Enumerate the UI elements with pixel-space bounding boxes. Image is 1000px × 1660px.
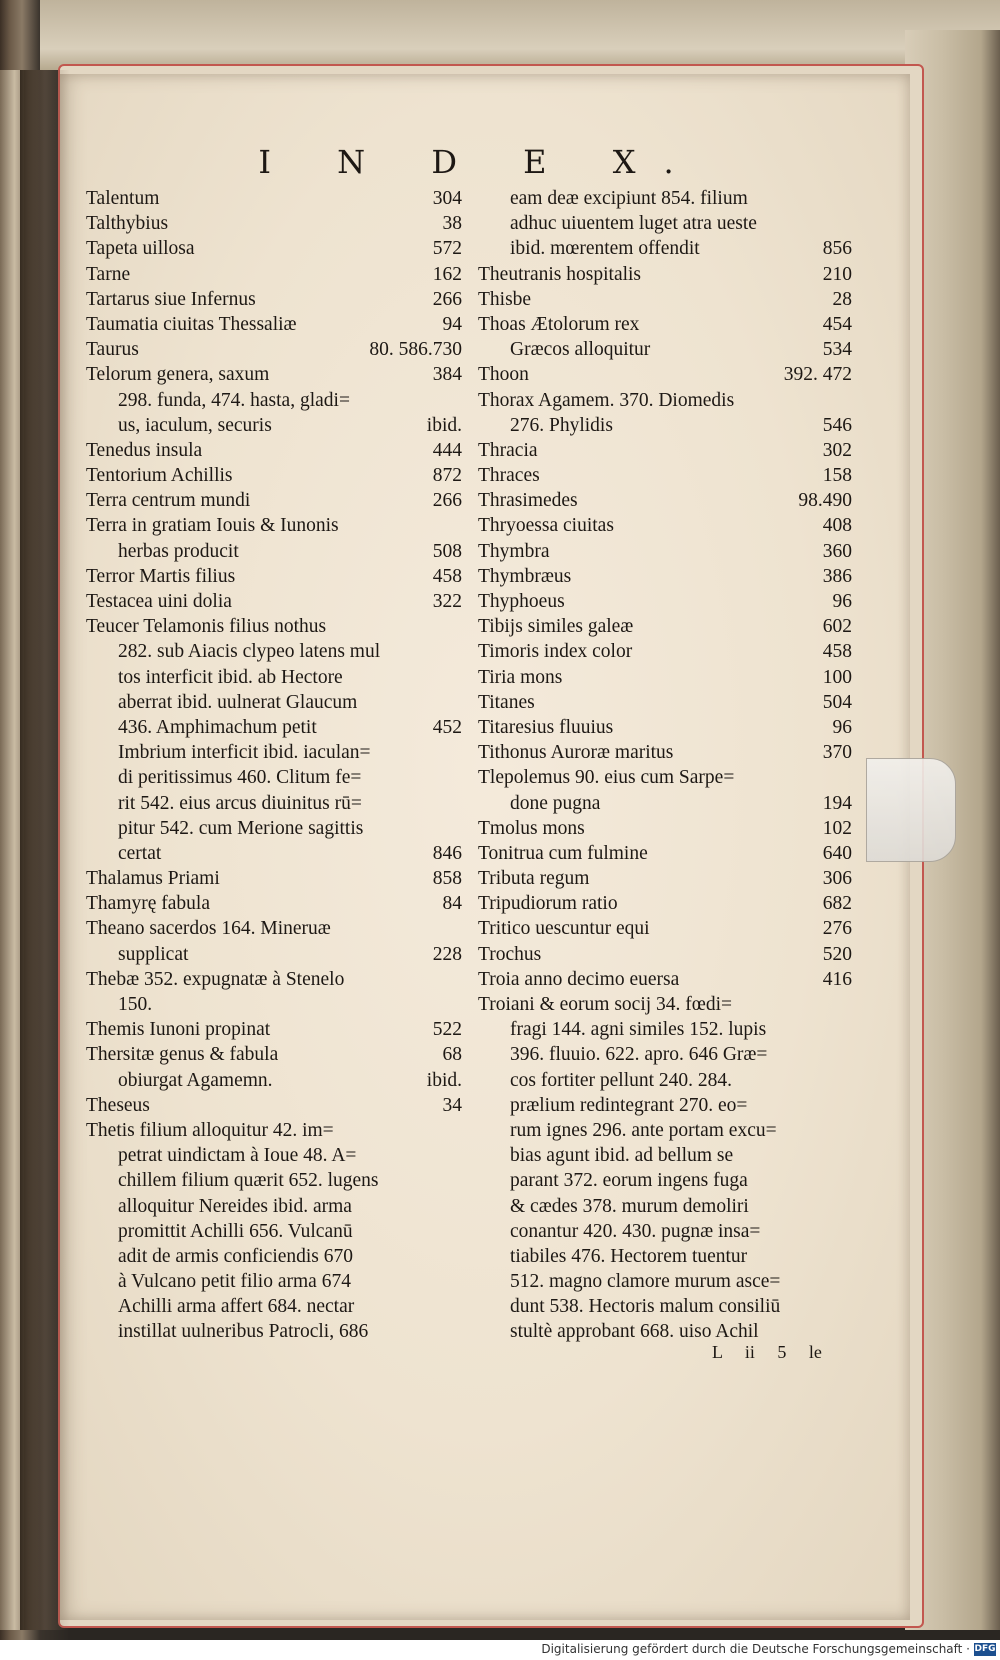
index-entry-page: 96 [832, 591, 852, 612]
index-entry [478, 564, 852, 589]
index-entry-text: Theano sacerdos 164. Mineruæ [86, 918, 331, 940]
index-entry-text: Thersitæ genus & fabula [86, 1044, 279, 1066]
index-entry [478, 639, 852, 664]
page-clip-tab [866, 758, 956, 862]
index-entry [478, 816, 852, 841]
index-entry [478, 413, 852, 438]
index-entry-text: Thoon [478, 364, 529, 386]
index-entry-text: Tonitrua cum fulmine [478, 842, 648, 864]
index-entry-text: 150. [118, 994, 153, 1015]
index-entry [478, 916, 852, 941]
index-entry-text: us, iaculum, securis [118, 414, 272, 436]
index-entry [478, 262, 852, 287]
index-entry-text: Thoas Ætolorum rex [478, 313, 640, 335]
index-entry-text: adhuc uiuentem luget atra ueste [510, 213, 757, 235]
index-entry [478, 891, 852, 916]
index-entry [86, 1219, 462, 1244]
index-entry [86, 866, 462, 891]
index-entry [478, 690, 852, 715]
index-entry [478, 186, 852, 211]
index-entry-text: alloquitur Nereides ibid. arma [118, 1195, 352, 1217]
index-entry-text: certat [118, 842, 162, 864]
index-entry [478, 866, 852, 891]
index-entry-text: 276. Phylidis [510, 414, 613, 436]
index-entry-page: 504 [822, 691, 852, 713]
index-entry-page: 522 [432, 1019, 462, 1041]
index-entry [86, 1319, 462, 1344]
footer-bar [0, 1640, 1000, 1660]
index-entry-text: Taumatia ciuitas Thessaliæ [86, 313, 297, 335]
index-entry [86, 287, 462, 312]
index-entry-text: Imbrium interficit ibid. iaculan= [118, 742, 371, 764]
index-entry [478, 1319, 852, 1344]
index-entry-text: pitur 542. cum Merione sagittis [118, 817, 364, 839]
index-entry-text: Tapeta uillosa [86, 238, 195, 260]
index-entry-text: conantur 420. 430. pugnæ insa= [510, 1220, 761, 1242]
catchline [712, 1342, 822, 1363]
index-entry-page: 98.490 [798, 490, 852, 512]
index-entry [478, 765, 852, 790]
index-entry-text: Tlepolemus 90. eius cum Sarpe= [478, 767, 735, 789]
index-entry-text: dunt 538. Hectoris malum consiliū [510, 1296, 781, 1318]
index-entry-text: done pugna [510, 792, 601, 814]
index-entry-text: Telorum genera, saxum [86, 364, 270, 386]
index-entry-page: 384 [432, 364, 462, 386]
index-entry [478, 1068, 852, 1093]
index-entry-text: Tithonus Auroræ maritus [478, 742, 674, 764]
index-entry [478, 312, 852, 337]
index-entry-text: bias agunt ibid. ad bellum se [510, 1145, 734, 1167]
index-entry-text: Tentorium Achillis [86, 465, 233, 487]
catchword: le [808, 1342, 822, 1362]
index-entry-text: cos fortiter pellunt 240. 284. [510, 1069, 733, 1091]
index-entry-text: petrat uindictam à Ioue 48. A= [118, 1145, 357, 1167]
index-entry-page: 872 [432, 465, 462, 487]
index-entry-text: Teucer Telamonis filius nothus [86, 616, 327, 638]
index-entry-text: stultè approbant 668. uiso Achil [510, 1321, 759, 1343]
index-entry-page: 84 [442, 893, 462, 915]
index-entry-text: Talentum [86, 188, 160, 209]
index-entry-page: 444 [432, 439, 462, 461]
index-entry-text: Tributa regum [478, 868, 590, 890]
index-entry-text: Tenedus insula [86, 439, 203, 461]
index-entry [478, 287, 852, 312]
index-entry-page: 302 [822, 439, 852, 461]
index-entry [86, 1244, 462, 1269]
index-entry [86, 312, 462, 337]
index-entry-text: Troia anno decimo euersa [478, 968, 680, 990]
index-entry-page: 360 [822, 540, 852, 562]
index-entry-page: 80. 586.730 [369, 339, 462, 361]
index-entry-page: 210 [822, 263, 852, 285]
index-entry [86, 337, 462, 362]
index-entry-page: 158 [822, 465, 852, 487]
index-entry-page: 100 [822, 666, 852, 688]
index-entry [478, 1118, 852, 1143]
index-entry [478, 337, 852, 362]
index-entry [86, 564, 462, 589]
index-entry [478, 967, 852, 992]
index-entry-text: parant 372. eorum ingens fuga [510, 1170, 748, 1192]
index-entry [478, 388, 852, 413]
index-entry [86, 791, 462, 816]
index-entry [86, 1269, 462, 1294]
index-entry-text: di peritissimus 460. Clitum fe= [118, 767, 362, 789]
index-entry-page: 28 [832, 288, 852, 310]
index-entry-page: 304 [432, 188, 462, 209]
index-entry [478, 1244, 852, 1269]
book-gutter [20, 70, 70, 1630]
index-entry [478, 1269, 852, 1294]
index-entry-text: Thorax Agamem. 370. Diomedis [478, 389, 735, 411]
index-entry-page: 102 [822, 817, 852, 839]
index-entry-page: 68 [442, 1044, 462, 1066]
page-heading: I N D E X. [258, 143, 702, 181]
index-entry-text: Themis Iunoni propinat [86, 1019, 271, 1041]
index-entry [86, 1068, 462, 1093]
index-entry [478, 539, 852, 564]
index-entry-text: Thymbræus [478, 565, 572, 587]
index-entry [86, 262, 462, 287]
index-entry-text: Terror Martis filius [86, 565, 236, 587]
index-entry-text: Achilli arma affert 684. nectar [118, 1296, 355, 1318]
index-entry-text: Taurus [86, 339, 139, 361]
index-entry-page: 602 [822, 616, 852, 638]
index-entry [86, 639, 462, 664]
index-entry [478, 614, 852, 639]
index-entry [86, 236, 462, 261]
index-entry-page: 96 [832, 716, 852, 738]
index-column-right [478, 186, 852, 1345]
index-entry-text: 436. Amphimachum petit [118, 716, 317, 738]
index-entry-text: adit de armis conficiendis 670 [118, 1245, 354, 1267]
index-entry-page: 408 [822, 515, 852, 537]
index-entry [86, 1017, 462, 1042]
index-entry-page: 640 [822, 842, 852, 864]
index-entry [478, 438, 852, 463]
index-entry-text: Trochus [478, 943, 542, 965]
index-entry-text: prælium redintegrant 270. eo= [510, 1094, 748, 1116]
index-entry [86, 740, 462, 765]
index-entry-page: 94 [442, 313, 462, 335]
index-entry [478, 715, 852, 740]
index-entry-page: 458 [432, 565, 462, 587]
index-entry [86, 715, 462, 740]
index-entry-text: Thracia [478, 439, 538, 461]
index-entry [478, 362, 852, 387]
index-entry-text: tos interficit ibid. ab Hectore [118, 666, 343, 688]
index-entry-text: Tripudiorum ratio [478, 893, 618, 915]
index-entry [478, 211, 852, 236]
index-entry-page: 34 [442, 1094, 462, 1116]
index-entry [86, 463, 462, 488]
index-entry-text: Titanes [478, 691, 535, 713]
index-column-left [86, 186, 462, 1345]
index-entry-text: Thraces [478, 465, 540, 487]
index-entry [86, 211, 462, 236]
index-entry-text: Tibijs similes galeæ [478, 616, 634, 638]
index-entry-page: 858 [432, 868, 462, 890]
index-entry [86, 891, 462, 916]
index-entry-page: 162 [432, 263, 462, 285]
index-entry-text: aberrat ibid. uulnerat Glaucum [118, 691, 358, 713]
index-entry-page: ibid. [426, 1069, 462, 1091]
index-entry-text: & cædes 378. murum demoliri [510, 1195, 749, 1217]
index-entry-page: 266 [432, 288, 462, 310]
index-entry-text: fragi 144. agni similes 152. lupis [510, 1019, 767, 1041]
index-entry [478, 488, 852, 513]
index-entry [86, 488, 462, 513]
index-entry-page: 194 [822, 792, 852, 814]
index-entry [86, 388, 462, 413]
index-entry [86, 841, 462, 866]
index-entry [478, 1143, 852, 1168]
index-entry-text: Tarne [86, 263, 131, 285]
index-entry-text: Tritico uescuntur equi [478, 918, 650, 940]
index-entry [86, 1118, 462, 1143]
index-entry-page: 276 [822, 918, 852, 940]
signature-number: 5 [777, 1342, 787, 1362]
index-entry-page: 846 [432, 842, 462, 864]
index-entry-page: 38 [442, 213, 462, 235]
index-entry-page: 682 [822, 893, 852, 915]
index-entry [478, 1168, 852, 1193]
index-entry-page: 370 [822, 742, 852, 764]
index-entry-text: Tmolus mons [478, 817, 585, 839]
index-entry-text: Testacea uini dolia [86, 591, 232, 612]
index-entry-page: 452 [432, 716, 462, 738]
index-entry-page: 322 [432, 591, 462, 612]
index-entry [86, 1042, 462, 1067]
footer-credit: Digitalisierung gefördert durch die Deutsche Forschungsgemeinschaft · [541, 1642, 970, 1656]
index-entry [86, 1168, 462, 1193]
index-entry-page: 392. 472 [783, 364, 852, 386]
index-entry [478, 841, 852, 866]
index-entry-text: Tartarus siue Infernus [86, 288, 256, 310]
index-entry [478, 513, 852, 538]
index-entry [86, 816, 462, 841]
index-entry-text: instillat uulneribus Patrocli, 686 [118, 1321, 369, 1343]
index-entry [86, 539, 462, 564]
index-entry-text: Terra centrum mundi [86, 490, 251, 512]
index-entry [86, 916, 462, 941]
index-entry [478, 791, 852, 816]
index-entry-text: Theseus [86, 1094, 150, 1116]
index-entry-page: 266 [432, 490, 462, 512]
index-entry-text: Talthybius [86, 213, 169, 235]
index-entry-text: Thrasimedes [478, 490, 578, 512]
index-entry-text: obiurgat Agamemn. [118, 1069, 273, 1091]
index-entry-page: 454 [822, 313, 852, 335]
index-entry [86, 186, 462, 211]
index-entry [478, 1194, 852, 1219]
index-entry [86, 513, 462, 538]
index-entry-text: Græcos alloquitur [510, 339, 651, 361]
index-entry-text: Thryoessa ciuitas [478, 515, 614, 537]
index-entry-text: à Vulcano petit filio arma 674 [118, 1271, 351, 1293]
index-entry-page: 416 [822, 968, 852, 990]
signature-mark: L ii [712, 1342, 755, 1362]
index-entry-text: Thyphoeus [478, 591, 565, 612]
index-entry [86, 1294, 462, 1319]
index-entry [86, 1093, 462, 1118]
index-entry-text: promittit Achilli 656. Vulcanū [118, 1220, 353, 1242]
index-entry [86, 765, 462, 790]
index-entry [478, 740, 852, 765]
index-entry-page: 228 [432, 943, 462, 965]
index-entry [86, 992, 462, 1017]
index-entry [86, 589, 462, 614]
index-entry-page: 386 [822, 565, 852, 587]
index-entry-text: Timoris index color [478, 641, 633, 663]
index-entry [86, 1194, 462, 1219]
index-entry [478, 992, 852, 1017]
index-entry-text: supplicat [118, 943, 189, 965]
index-entry [478, 1017, 852, 1042]
index-entry [478, 1093, 852, 1118]
index-entry-text: tiabiles 476. Hectorem tuentur [510, 1245, 748, 1267]
index-entry [86, 413, 462, 438]
index-entry [86, 942, 462, 967]
index-entry-text: Thamyrę fabula [86, 893, 210, 915]
index-entry [86, 438, 462, 463]
index-entry-page: 508 [432, 540, 462, 562]
index-entry-page: 546 [822, 414, 852, 436]
index-entry [86, 614, 462, 639]
index-entry-text: 512. magno clamore murum asce= [510, 1271, 781, 1293]
index-entry-text: Tiria mons [478, 666, 563, 688]
index-entry [478, 1294, 852, 1319]
index-entry [478, 463, 852, 488]
index-entry [86, 690, 462, 715]
index-entry-page: 306 [822, 868, 852, 890]
index-entry-page: 572 [432, 238, 462, 260]
index-entry [86, 665, 462, 690]
index-entry-page: 520 [822, 943, 852, 965]
index-entry [86, 967, 462, 992]
index-entry-text: herbas producit [118, 540, 239, 562]
index-entry-text: 282. sub Aiacis clypeo latens mul [118, 641, 381, 663]
index-entry [478, 589, 852, 614]
index-entry [478, 1219, 852, 1244]
index-entry-page: 458 [822, 641, 852, 663]
index-entry-text: chillem filium quærit 652. lugens [118, 1170, 379, 1192]
index-entry-text: rit 542. eius arcus diuinitus rū= [118, 792, 362, 814]
index-entry-text: Troiani & eorum socij 34. fœdi= [478, 994, 733, 1015]
index-entry-text: Titaresius fluuius [478, 716, 614, 738]
index-entry-page: 534 [822, 339, 852, 361]
index-entry-page: 856 [822, 238, 852, 260]
index-entry-text: 396. fluuio. 622. apro. 646 Græ= [510, 1044, 768, 1066]
index-entry-text: Thisbe [478, 288, 532, 310]
index-entry [478, 665, 852, 690]
index-entry-text: Terra in gratiam Iouis & Iunonis [86, 515, 339, 537]
index-entry [478, 1042, 852, 1067]
index-entry-text: eam deæ excipiunt 854. filium [510, 188, 748, 209]
index-entry [478, 236, 852, 261]
index-entry-text: ibid. mœrentem offendit [510, 238, 700, 260]
index-entry [86, 362, 462, 387]
index-entry-text: rum ignes 296. ante portam excu= [510, 1119, 777, 1141]
index-entry-text: Thymbra [478, 540, 550, 562]
index-entry-page: ibid. [426, 414, 462, 436]
index-entry [86, 1143, 462, 1168]
index-entry-text: Thetis filium alloquitur 42. im= [86, 1119, 334, 1141]
index-entry-text: 298. funda, 474. hasta, gladi= [118, 389, 350, 411]
index-entry-text: Thebæ 352. expugnatæ à Stenelo [86, 968, 345, 990]
index-entry-text: Thalamus Priami [86, 868, 220, 890]
index-entry-text: Theutranis hospitalis [478, 263, 642, 285]
dfg-logo-icon: DFG [974, 1644, 996, 1654]
index-entry [478, 942, 852, 967]
top-board [40, 0, 1000, 70]
